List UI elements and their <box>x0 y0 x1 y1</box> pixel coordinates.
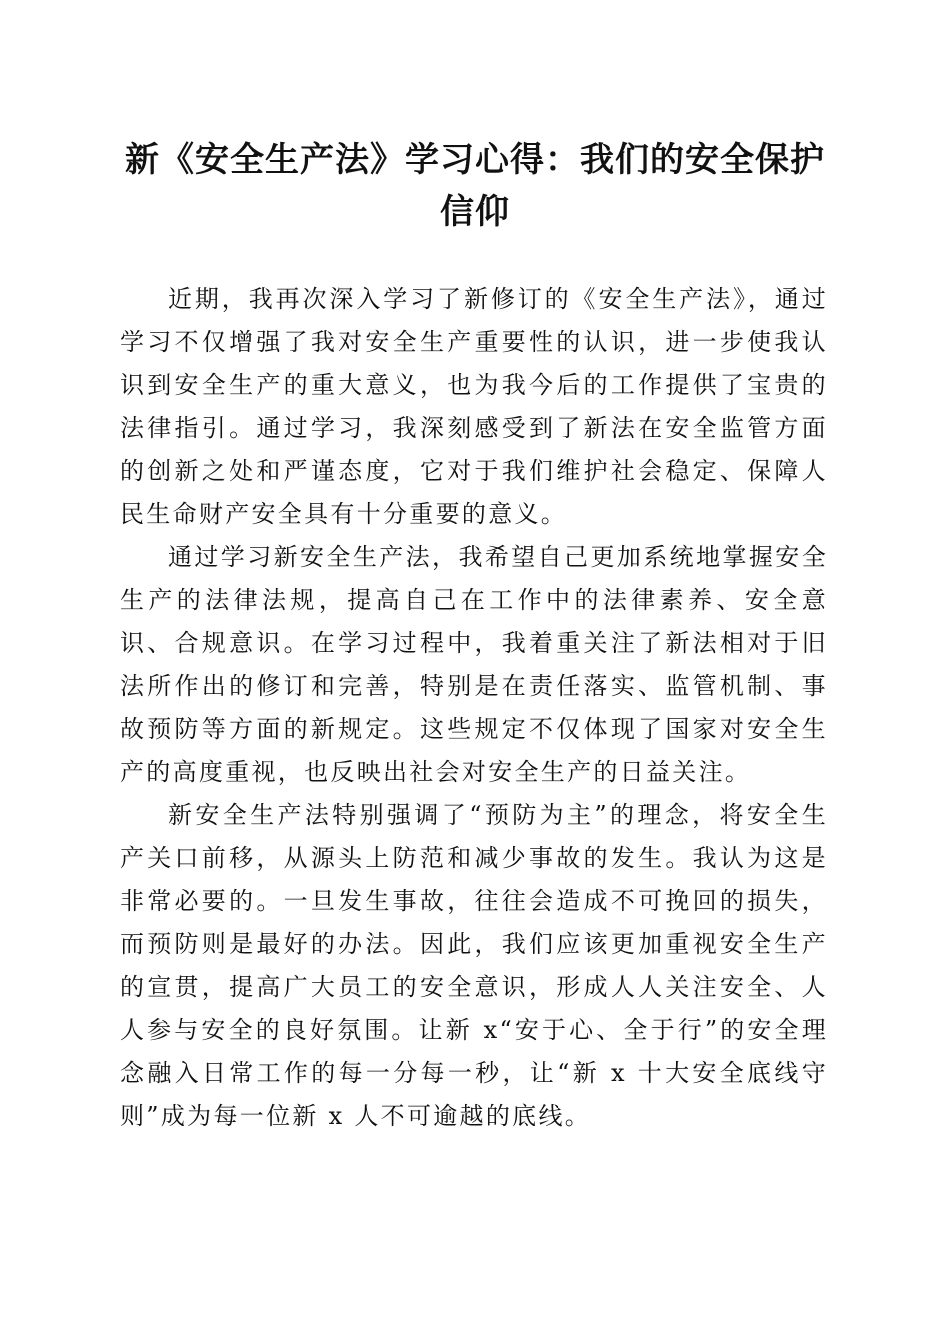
paragraph-1: 近期，我再次深入学习了新修订的《安全生产法》，通过学习不仅增强了我对安全生产重要性的认识，进一步使我认识到安全生产的重大意义，也为我今后的工作提供了宝贵的法律指引。通过学习，我深刻感受到了新法在安全监管方面的创新之处和严谨态度，它对于我们维护社会稳定、保障人民生命财产安全具有十分重要的意义。 <box>120 285 828 528</box>
paragraph-2: 通过学习新安全生产法，我希望自己更加系统地掌握安全生产的法律法规，提高自己在工作中的法律素养、安全意识、合规意识。在学习过程中，我着重关注了新法相对于旧法所作出的修订和完善，特别是在责任落实、监管机制、事故预防等方面的新规定。这些规定不仅体现了国家对安全生产的高度重视，也反映出社会对安全生产的日益关注。 <box>120 543 828 786</box>
document-title: 新《安全生产法》学习心得：我们的安全保护信仰 <box>125 140 825 232</box>
document-body <box>120 278 828 1138</box>
paragraph-3: 新安全生产法特别强调了“预防为主”的理念，将安全生产关口前移，从源头上防范和减少事故的发生。我认为这是非常必要的。一旦发生事故，往往会造成不可挽回的损失，而预防则是最好的办法。因此，我们应该更加重视安全生产的宣贯，提高广大员工的安全意识，形成人人关注安全、人人参与安全的良好氛围。让新 x“安于心、全于行”的安全理念融入日常工作的每一分每一秒，让“新 x 十大安全底线守则”成为每一位新 x 人不可逾越的底线。 <box>120 801 828 1130</box>
